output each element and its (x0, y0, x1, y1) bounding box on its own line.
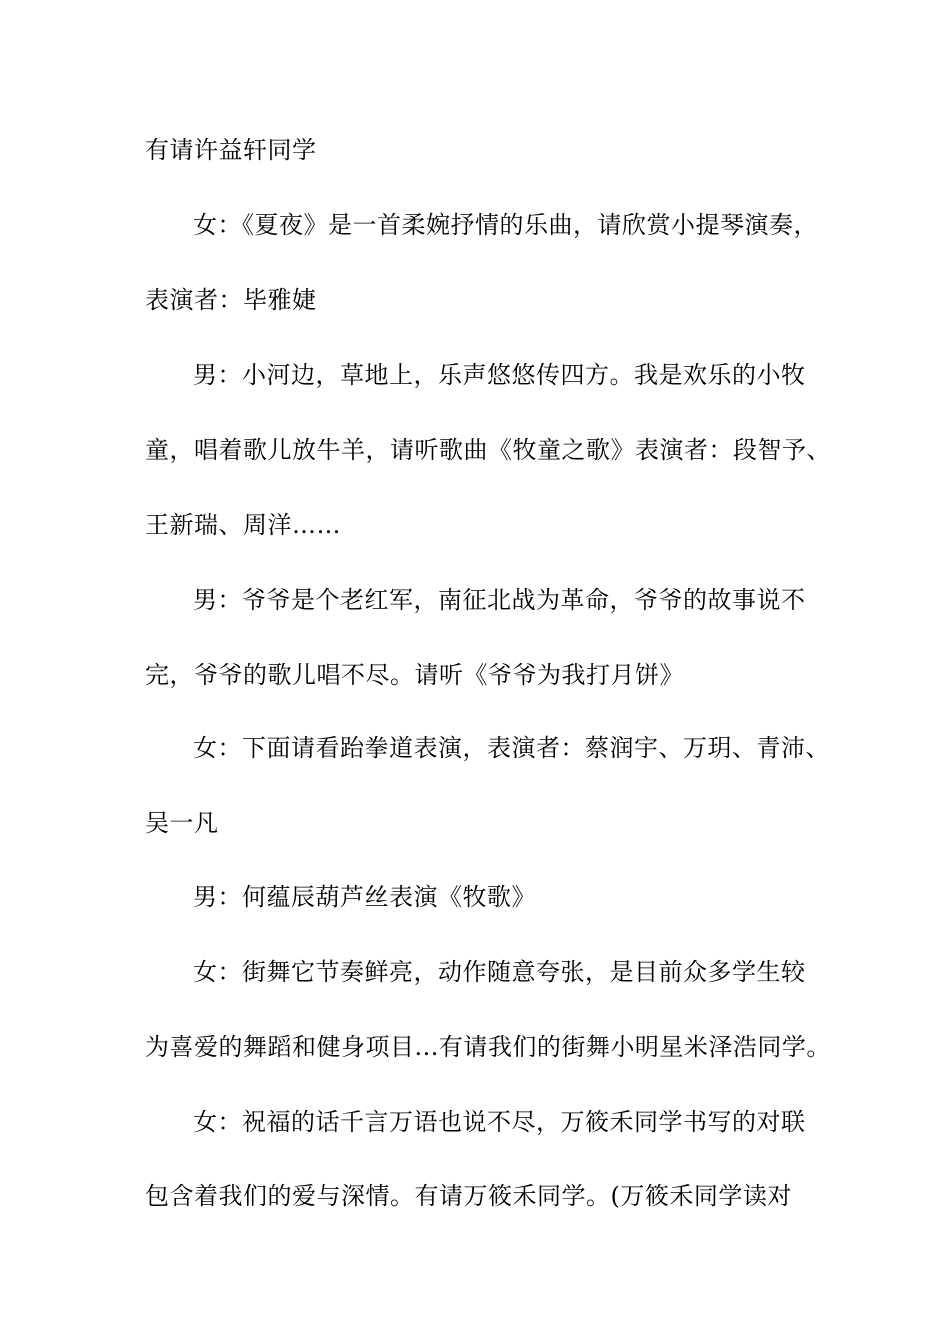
text-line: 女：街舞它节奏鲜亮，动作随意夸张，是目前众多学生较 (193, 958, 806, 986)
text-line: 女：《夏夜》是一首柔婉抒情的乐曲，请欣赏小提琴演奏， (193, 211, 818, 239)
text-line: 王新瑞、周洋…… (145, 511, 341, 539)
text-line: 表演者：毕雅婕 (145, 286, 317, 314)
text-line: 完，爷爷的歌儿唱不尽。请听《爷爷为我打月饼》 (145, 661, 684, 689)
text-line: 女：祝福的话千言万语也说不尽，万筱禾同学书写的对联 (193, 1108, 806, 1136)
text-line: 吴一凡 (145, 809, 219, 837)
text-line: 有请许益轩同学 (145, 136, 317, 164)
text-line: 为喜爱的舞蹈和健身项目...有请我们的街舞小明星米泽浩同学。 (145, 1033, 831, 1061)
text-line: 包含着我们的爱与深情。有请万筱禾同学。(万筱禾同学读对 (145, 1182, 792, 1210)
text-line: 童，唱着歌儿放牛羊，请听歌曲《牧童之歌》表演者：段智予、 (145, 436, 831, 464)
text-line: 男：小河边，草地上，乐声悠悠传四方。我是欢乐的小牧 (193, 361, 806, 389)
text-line: 男：何蕴辰葫芦丝表演《牧歌》 (193, 883, 536, 911)
text-line: 男：爷爷是个老红军，南征北战为革命，爷爷的故事说不 (193, 586, 806, 614)
text-line: 女：下面请看跆拳道表演，表演者：蔡润宇、万玥、青沛、 (193, 734, 830, 762)
